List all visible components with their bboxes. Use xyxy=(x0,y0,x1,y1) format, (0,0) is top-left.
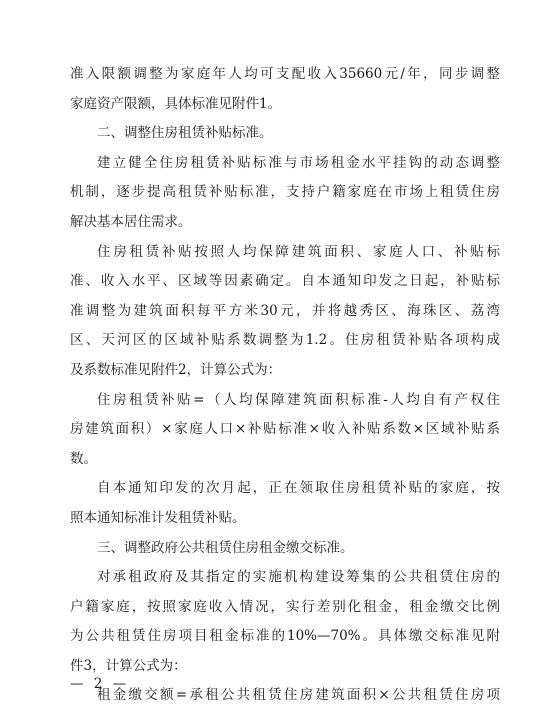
text-line: 解决基本居住需求。 xyxy=(70,213,192,230)
formula-line: 数。 xyxy=(70,450,97,467)
formula-line: 租金缴交额=承租公共租赁住房建筑面积×公共租赁住房项 xyxy=(97,687,500,704)
section-heading: 三、调整政府公共租赁住房租金缴交标准。 xyxy=(97,539,354,556)
formula-line: 住房租赁补贴=（人均保障建筑面积标准-人均自有产权住 xyxy=(97,391,500,408)
text-line: 照本通知标准计发租赁补贴。 xyxy=(70,509,246,526)
text-line: 为公共租赁住房项目租金标准的10%—70%。具体缴交标准见附 xyxy=(70,628,500,645)
text-line: 户籍家庭，按照家庭收入情况，实行差别化租金，租金缴交比例 xyxy=(70,598,500,615)
text-line: 及系数标准见附件2，计算公式为： xyxy=(70,361,282,378)
text-line: 住房租赁补贴按照人均保障建筑面积、家庭人口、补贴标 xyxy=(97,243,500,260)
text-line: 建立健全住房租赁补贴标准与市场租金水平挂钩的动态调整 xyxy=(97,154,500,171)
text-line: 准、收入水平、区域等因素确定。自本通知印发之日起，补贴标 xyxy=(70,273,500,290)
text-line: 自本通知印发的次月起，正在领取住房租赁补贴的家庭，按 xyxy=(97,480,500,497)
text-line: 准调整为建筑面积每平方米30元，并将越秀区、海珠区、荔湾 xyxy=(70,302,500,319)
text-line: 家庭资产限额，具体标准见附件1。 xyxy=(70,95,282,112)
text-line: 区、天河区的区域补贴系数调整为1.2。住房租赁补贴各项构成 xyxy=(70,332,500,349)
section-heading: 二、调整住房租赁补贴标准。 xyxy=(97,125,273,142)
text-line: 件3，计算公式为： xyxy=(70,657,187,674)
body-text xyxy=(70,60,500,711)
text-line: 准入限额调整为家庭年人均可支配收入35660元/年，同步调整 xyxy=(70,66,500,82)
page-number: — 2 — xyxy=(70,676,130,692)
formula-line: 房建筑面积）×家庭人口×补贴标准×收入补贴系数×区域补贴系 xyxy=(70,421,500,438)
text-line: 机制，逐步提高租赁补贴标准，支持户籍家庭在市场上租赁住房 xyxy=(70,184,500,201)
text-line: 对承租政府及其指定的实施机构建设筹集的公共租赁住房的 xyxy=(97,569,500,586)
